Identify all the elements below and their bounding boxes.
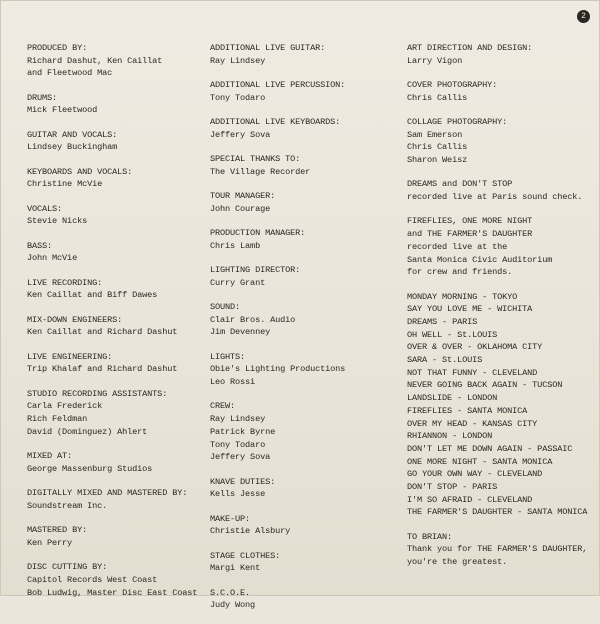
credit-line: Sharon Weisz: [407, 155, 468, 166]
credit-section: [210, 153, 400, 178]
credit-line: Ken Caillat and Biff Dawes: [27, 290, 158, 301]
credit-line: Larry Vigon: [407, 55, 463, 66]
credit-line: George Massenburg Studios: [27, 463, 153, 474]
credit-heading: ADDITIONAL LIVE GUITAR:: [210, 43, 326, 53]
credit-line: for crew and friends.: [407, 267, 513, 278]
credit-section: [27, 92, 205, 117]
credit-line: DREAMS - PARIS: [407, 316, 478, 327]
credit-section: [27, 314, 205, 339]
credit-line: Obie's Lighting Productions: [210, 364, 346, 375]
credit-line: and Fleetwood Mac: [27, 68, 113, 79]
credit-section: [27, 450, 205, 475]
credit-line: DON'T LET ME DOWN AGAIN - PASSAIC: [407, 443, 573, 454]
credit-heading: MASTERED BY:: [27, 525, 88, 536]
credit-section: [27, 351, 205, 376]
credit-heading: ADDITIONAL LIVE KEYBOARDS:: [210, 117, 341, 127]
credit-section: [407, 531, 597, 569]
credit-line: OVER & OVER - OKLAHOMA CITY: [407, 342, 543, 353]
credits-column-1: [27, 42, 205, 611]
credit-line: Lindsey Buckingham: [27, 142, 118, 153]
credit-section: [27, 42, 205, 80]
credit-section: [407, 116, 597, 167]
credit-line: recorded live at the: [407, 241, 508, 252]
credit-section: [407, 79, 597, 104]
credit-line: ONE MORE NIGHT - SANTA MONICA: [407, 456, 553, 467]
credit-line: Stevie Nicks: [27, 216, 88, 227]
credit-heading: KEYBOARDS AND VOCALS:: [27, 166, 133, 177]
credit-line: and THE FARMER'S DAUGHTER: [407, 229, 533, 240]
credit-heading: LIVE RECORDING:: [27, 277, 103, 288]
credit-section: [210, 116, 400, 141]
credit-section: [27, 561, 205, 599]
credit-section: [27, 524, 205, 549]
credit-section: [210, 400, 400, 464]
credit-heading: LIGHTING DIRECTOR:: [210, 265, 301, 275]
credit-line: Ken Caillat and Richard Dashut: [27, 327, 178, 338]
credit-heading: LIVE ENGINEERING:: [27, 351, 113, 362]
credit-line: Ken Perry: [27, 537, 73, 548]
credit-line: Chris Lamb: [210, 240, 261, 251]
credit-line: Santa Monica Civic Auditorium: [407, 254, 553, 265]
credit-section: [210, 42, 400, 67]
credit-line: NEVER GOING BACK AGAIN - TUCSON: [407, 380, 563, 391]
credit-line: Curry Grant: [210, 277, 266, 288]
credit-heading: GUITAR AND VOCALS:: [27, 129, 118, 140]
credit-heading: DIGITALLY MIXED AND MASTERED BY:: [27, 488, 188, 499]
credit-line: recorded live at Paris sound check.: [407, 192, 583, 203]
credit-section: [27, 166, 205, 191]
credit-heading: DRUMS:: [27, 92, 58, 103]
credit-section: [27, 240, 205, 265]
credit-section: [210, 513, 400, 538]
credit-line: Richard Dashut, Ken Caillat: [27, 55, 163, 66]
credit-section: [27, 388, 205, 439]
credit-section: [27, 277, 205, 302]
credit-heading: DREAMS and DON'T STOP: [407, 179, 513, 190]
credit-line: Chris Callis: [407, 92, 468, 103]
credit-heading: DISC CUTTING BY:: [27, 562, 108, 573]
credit-line: Christine McVie: [27, 179, 103, 190]
credit-section: [210, 301, 400, 339]
credit-section: [210, 476, 400, 501]
page-number-badge: 2: [577, 10, 590, 23]
credit-line: Tony Todaro: [210, 92, 266, 103]
credit-line: Carla Frederick: [27, 401, 103, 412]
credit-heading: PRODUCTION MANAGER:: [210, 228, 306, 238]
credit-heading: LIGHTS:: [210, 351, 246, 362]
credit-heading: TO BRIAN:: [407, 531, 453, 542]
credit-heading: SOUND:: [210, 302, 241, 312]
credit-section: [210, 190, 400, 215]
credit-heading: VOCALS:: [27, 203, 63, 214]
credit-line: Ray Lindsey: [210, 55, 266, 66]
credit-line: John McVie: [27, 253, 78, 264]
credit-heading: SPECIAL THANKS TO:: [210, 154, 301, 164]
credit-heading: MIX-DOWN ENGINEERS:: [27, 314, 123, 325]
credit-section: [210, 550, 400, 575]
credit-heading: CREW:: [210, 401, 236, 412]
credit-line: LANDSLIDE - LONDON: [407, 393, 498, 404]
credit-section: [210, 264, 400, 289]
credit-heading: PRODUCED BY:: [27, 43, 88, 53]
credit-section: [407, 42, 597, 67]
credit-heading: TOUR MANAGER:: [210, 191, 276, 201]
credit-line: The Village Recorder: [210, 166, 311, 177]
credit-line: FIREFLIES - SANTA MONICA: [407, 405, 528, 416]
credit-heading: MAKE-UP:: [210, 513, 251, 524]
credit-line: OH WELL - St.LOUIS: [407, 329, 498, 340]
credit-line: John Courage: [210, 203, 271, 214]
credit-line: Jeffery Sova: [210, 452, 271, 463]
credit-line: Leo Rossi: [210, 377, 256, 388]
credit-line: Patrick Byrne: [210, 426, 276, 437]
credit-section: [407, 178, 597, 203]
credit-line: Capitol Records West Coast: [27, 574, 158, 585]
credit-line: Kells Jesse: [210, 489, 266, 500]
credit-line: Tony Todaro: [210, 439, 266, 450]
credit-line: Clair Bros. Audio: [210, 314, 296, 325]
credit-line: NOT THAT FUNNY - CLEVELAND: [407, 367, 538, 378]
credit-line: I'M SO AFRAID - CLEVELAND: [407, 494, 533, 505]
credit-heading: COVER PHOTOGRAPHY:: [407, 80, 498, 90]
credit-heading: MONDAY MORNING - TOKYO: [407, 291, 518, 302]
credit-line: you're the greatest.: [407, 557, 508, 568]
credit-section: [27, 129, 205, 154]
credit-line: RHIANNON - LONDON: [407, 431, 493, 442]
credit-heading: S.C.O.E.: [210, 587, 251, 598]
credit-heading: STAGE CLOTHES:: [210, 550, 281, 561]
credit-section: [210, 227, 400, 252]
credit-section: [407, 215, 597, 279]
credit-heading: COLLAGE PHOTOGRAPHY:: [407, 117, 508, 127]
credit-line: Mick Fleetwood: [27, 105, 98, 116]
credit-line: Ray Lindsey: [210, 414, 266, 425]
credit-line: Chris Callis: [407, 142, 468, 153]
credit-line: OVER MY HEAD - KANSAS CITY: [407, 418, 538, 429]
credit-line: SARA - St.LOUIS: [407, 355, 483, 366]
credit-line: DON'T STOP - PARIS: [407, 482, 498, 493]
credit-heading: STUDIO RECORDING ASSISTANTS:: [27, 388, 168, 399]
credit-heading: ART DIRECTION AND DESIGN:: [407, 43, 533, 53]
credit-line: Rich Feldman: [27, 414, 88, 425]
credit-section: [210, 79, 400, 104]
credit-line: THE FARMER'S DAUGHTER - SANTA MONICA: [407, 507, 588, 518]
credit-line: Judy Wong: [210, 600, 256, 611]
credit-line: Trip Khalaf and Richard Dashut: [27, 364, 178, 375]
credit-section: [210, 587, 400, 612]
credit-heading: KNAVE DUTIES:: [210, 476, 276, 487]
credit-line: Margi Kent: [210, 563, 261, 574]
credit-heading: BASS:: [27, 240, 53, 251]
credit-section: [27, 487, 205, 512]
credit-line: Soundstream Inc.: [27, 500, 108, 511]
credit-line: Sam Emerson: [407, 129, 463, 140]
credit-line: Jim Devenney: [210, 327, 271, 338]
credit-line: Christie Alsbury: [210, 526, 291, 537]
credit-line: Thank you for THE FARMER'S DAUGHTER,: [407, 544, 588, 555]
credit-heading: MIXED AT:: [27, 451, 73, 462]
credits-column-2: [210, 42, 400, 624]
credit-line: Jeffery Sova: [210, 129, 271, 140]
credit-line: GO YOUR OWN WAY - CLEVELAND: [407, 469, 543, 480]
credit-line: SAY YOU LOVE ME - WICHITA: [407, 304, 533, 315]
credit-heading: FIREFLIES, ONE MORE NIGHT: [407, 216, 533, 227]
credit-section: [27, 203, 205, 228]
credits-column-3: [407, 42, 597, 580]
credit-section: [210, 351, 400, 389]
credit-line: Bob Ludwig, Master Disc East Coast: [27, 587, 198, 598]
credit-line: David (Dominguez) Ahlert: [27, 426, 148, 437]
credit-section: [407, 291, 597, 520]
credit-heading: ADDITIONAL LIVE PERCUSSION:: [210, 80, 346, 90]
